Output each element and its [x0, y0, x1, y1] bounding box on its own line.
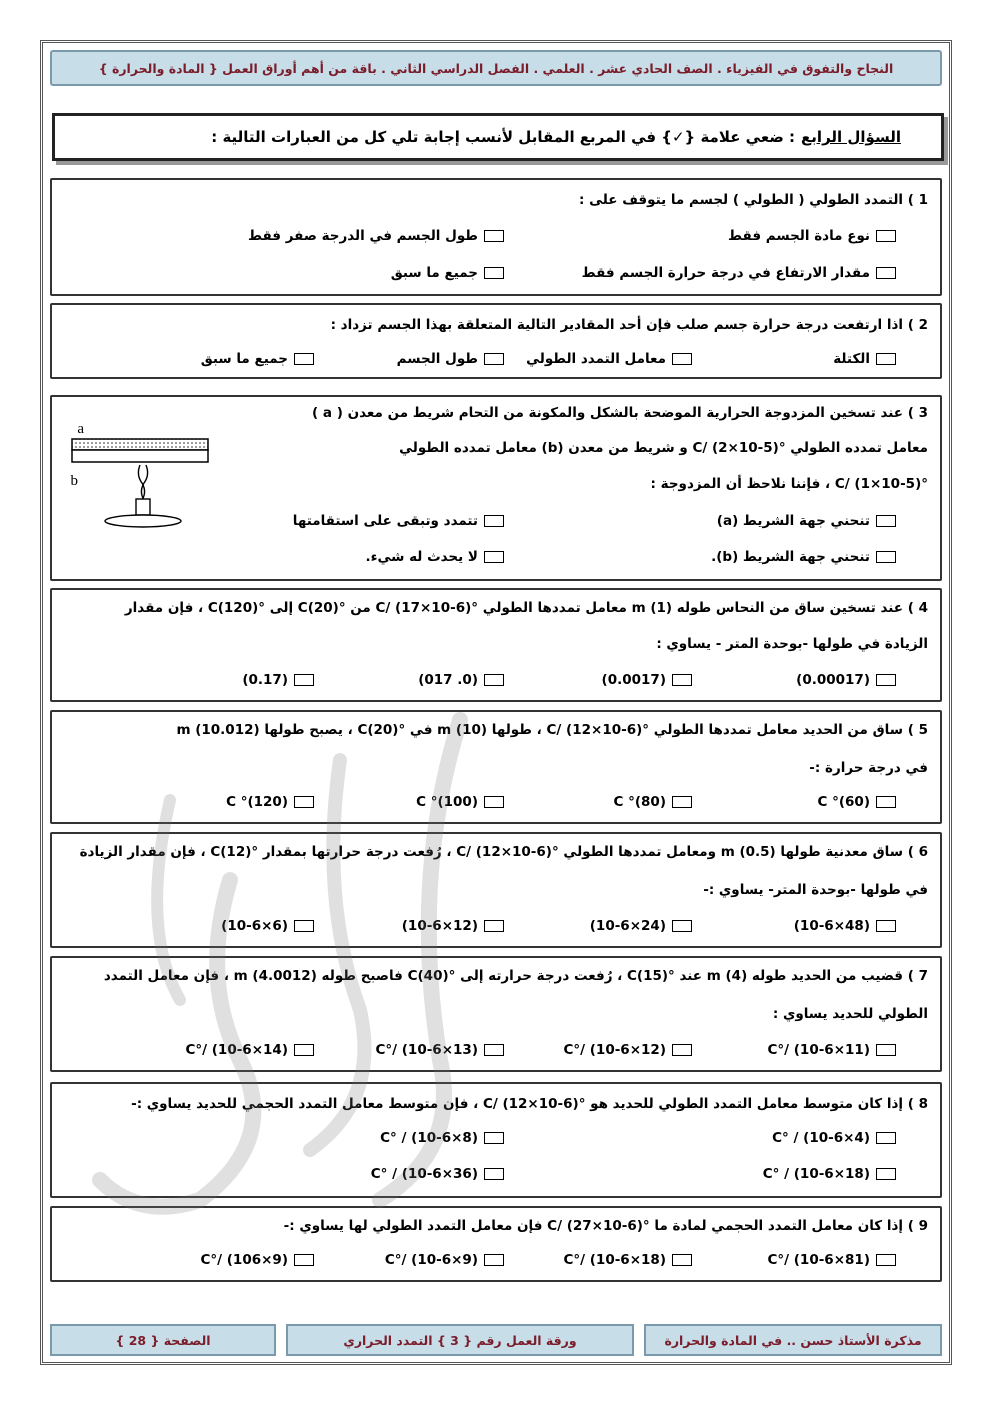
option[interactable]: (120)° C — [226, 794, 314, 810]
checkbox[interactable] — [876, 674, 896, 686]
question-3 — [50, 395, 942, 581]
option[interactable]: (81×10-6) /°C — [767, 1252, 896, 1268]
option[interactable]: تتمدد وتبقى على استقامتها — [293, 513, 504, 529]
option[interactable]: طول الجسم — [397, 351, 504, 367]
checkbox[interactable] — [294, 1254, 314, 1266]
checkbox[interactable] — [876, 920, 896, 932]
strip-b — [72, 450, 208, 462]
burner-icon — [136, 499, 150, 515]
checkbox[interactable] — [876, 1044, 896, 1056]
checkbox[interactable] — [876, 796, 896, 808]
option[interactable]: (12×10-6) /°C — [563, 1042, 692, 1058]
option[interactable]: تنحني جهة الشريط (a) — [717, 513, 896, 529]
checkbox[interactable] — [484, 1132, 504, 1144]
question-line: في درجة حرارة :- — [809, 760, 928, 776]
question-8 — [50, 1082, 942, 1198]
checkbox[interactable] — [672, 1044, 692, 1056]
checkbox[interactable] — [484, 1254, 504, 1266]
checkbox[interactable] — [484, 353, 504, 365]
question-line: في طولها -بوحدة المتر- يساوي :- — [703, 882, 928, 898]
question-2 — [50, 303, 942, 379]
checkbox[interactable] — [484, 674, 504, 686]
option[interactable]: جميع ما سبق — [201, 351, 314, 367]
question-9 — [50, 1206, 942, 1282]
option[interactable]: (18×10-6) / °C — [763, 1166, 896, 1182]
option[interactable]: (0. 017) — [418, 672, 504, 688]
option[interactable]: (13×10-6) /°C — [375, 1042, 504, 1058]
header-banner: النجاح والتفوق في الفيزياء . الصف الحادي عشر . العلمي . الفصل الدراسي الثاني . باقة من أهم أوراق العمل { المادة والحرارة } — [50, 50, 942, 86]
question-line: °C/ (1×10-5) ، فإننا نلاحظ أن المزدوجة : — [650, 476, 928, 492]
checkbox[interactable] — [876, 1168, 896, 1180]
option[interactable]: (4×10-6) / °C — [772, 1130, 896, 1146]
checkbox[interactable] — [672, 674, 692, 686]
option[interactable]: (12×10-6) — [402, 918, 504, 934]
option[interactable]: لا يحدث له شيء. — [365, 549, 504, 565]
option[interactable]: (0.0017) — [602, 672, 692, 688]
checkbox[interactable] — [876, 1254, 896, 1266]
section-title — [52, 113, 944, 161]
checkbox[interactable] — [876, 353, 896, 365]
question-line: الزيادة في طولها -بوحدة المتر - يساوي : — [656, 636, 928, 652]
strip-a — [72, 439, 208, 450]
label-a: a — [77, 421, 84, 437]
question-stem: 7 ) قضيب من الحديد طوله m (4) عند °C(15) ، رُفعت درجة حرارته إلى °C(40) فاصبح طوله m (4.0012) ، فإن معامل التمدد — [103, 968, 928, 984]
checkbox[interactable] — [294, 1044, 314, 1056]
checkbox[interactable] — [484, 1044, 504, 1056]
question-stem: 5 ) ساق من الحديد معامل تمددها الطولي °C/ (12×10-6) ، طولها m (10) في °C(20) ، يصبح طولها m (10.012) — [176, 722, 928, 738]
checkbox[interactable] — [876, 551, 896, 563]
question-stem: 9 ) إذا كان معامل التمدد الحجمي لمادة ما °C/ (27×10-6) فإن معامل التمدد الطولي لها يساوي :- — [283, 1218, 928, 1234]
option[interactable]: (80)° C — [613, 794, 692, 810]
checkbox[interactable] — [484, 267, 504, 279]
checkbox[interactable] — [484, 1168, 504, 1180]
checkbox[interactable] — [294, 353, 314, 365]
footer-page-number: الصفحة { 28 } — [50, 1324, 276, 1356]
question-4 — [50, 588, 942, 702]
question-5 — [50, 710, 942, 824]
question-stem: 1 ) التمدد الطولي ( الطولي ) لجسم ما يتوقف على : — [579, 192, 928, 208]
option[interactable]: (60)° C — [817, 794, 896, 810]
option[interactable]: طول الجسم في الدرجة صفر فقط — [248, 228, 504, 244]
checkbox[interactable] — [294, 674, 314, 686]
option[interactable]: (11×10-6) /°C — [767, 1042, 896, 1058]
checkbox[interactable] — [876, 267, 896, 279]
option[interactable]: (18×10-6) /°C — [563, 1252, 692, 1268]
question-stem: 3 ) عند تسخين المزدوجة الحرارية الموضحة بالشكل والمكونة من التحام شريط من معدن ( a ) — [312, 405, 928, 421]
option[interactable]: معامل التمدد الطولي — [526, 351, 692, 367]
question-stem: 6 ) ساق معدنية طولها m (0.5) ومعامل تمددها الطولي °C/ (12×10-6) ، رُفعت درجة حرارتها بمقدار °C(12) ، فإن مقدار الزيادة — [79, 844, 928, 860]
label-b: b — [70, 473, 78, 489]
question-stem: 4 ) عند تسخين ساق من النحاس طوله m (1) معامل تمددها الطولي °C/ (17×10-6) من °C(20) إلى °C(120) ، فإن مقدار — [124, 600, 928, 616]
checkbox[interactable] — [294, 796, 314, 808]
checkbox[interactable] — [484, 515, 504, 527]
option[interactable]: (0.17) — [242, 672, 314, 688]
checkbox[interactable] — [484, 920, 504, 932]
checkbox[interactable] — [876, 1132, 896, 1144]
option[interactable]: (9×106) /°C — [200, 1252, 314, 1268]
checkbox[interactable] — [672, 920, 692, 932]
option[interactable]: (9×10-6) /°C — [385, 1252, 504, 1268]
checkbox[interactable] — [876, 515, 896, 527]
option[interactable]: (6×10-6) — [221, 918, 314, 934]
option[interactable]: (100)° C — [416, 794, 504, 810]
option[interactable]: جميع ما سبق — [391, 265, 504, 281]
section-instruction: : ضعي علامة {✓} في المربع المقابل لأنسب إجابة تلي كل من العبارات التالية : — [211, 128, 796, 146]
question-line: الطولي للحديد يساوي : — [772, 1006, 928, 1022]
option[interactable]: (48×10-6) — [794, 918, 896, 934]
checkbox[interactable] — [484, 551, 504, 563]
checkbox[interactable] — [484, 796, 504, 808]
checkbox[interactable] — [672, 353, 692, 365]
option[interactable]: (8×10-6) / °C — [380, 1130, 504, 1146]
option[interactable]: نوع مادة الجسم فقط — [728, 228, 896, 244]
option[interactable]: (36×10-6) / °C — [371, 1166, 504, 1182]
footer-worksheet-title: ورقة العمل رقم { 3 } التمدد الحراري — [286, 1324, 634, 1356]
question-stem: 2 ) اذا ارتفعت درجة حرارة جسم صلب فإن أحد المقادير التالية المتعلقة بهذا الجسم تزداد : — [330, 317, 928, 333]
question-1 — [50, 178, 942, 296]
checkbox[interactable] — [484, 230, 504, 242]
option[interactable]: (0.00017) — [796, 672, 896, 688]
checkbox[interactable] — [672, 1254, 692, 1266]
footer-author: مذكرة الأستاذ حسن .. في المادة والحرارة — [644, 1324, 942, 1356]
question-line: معامل تمدده الطولي °C/ (2×10-5) و شريط من معدن (b) معامل تمدده الطولي — [399, 440, 928, 456]
option[interactable]: مقدار الارتفاع في درجة حرارة الجسم فقط — [582, 265, 896, 281]
question-6 — [50, 832, 942, 948]
question-7 — [50, 956, 942, 1072]
bimetallic-strip-figure — [66, 417, 216, 533]
question-stem: 8 ) إذا كان متوسط معامل التمدد الطولي للحديد هو °C/ (12×10-6) ، فإن متوسط معامل التمدد الحجمي للحديد يساوي :- — [131, 1096, 928, 1112]
option[interactable]: (24×10-6) — [590, 918, 692, 934]
checkbox[interactable] — [876, 230, 896, 242]
option[interactable]: تنحني جهة الشريط (b). — [711, 549, 896, 565]
option[interactable]: الكتلة — [833, 351, 896, 367]
section-label: السؤال الرابع — [801, 128, 901, 146]
checkbox[interactable] — [672, 796, 692, 808]
checkbox[interactable] — [294, 920, 314, 932]
option[interactable]: (14×10-6) /°C — [185, 1042, 314, 1058]
